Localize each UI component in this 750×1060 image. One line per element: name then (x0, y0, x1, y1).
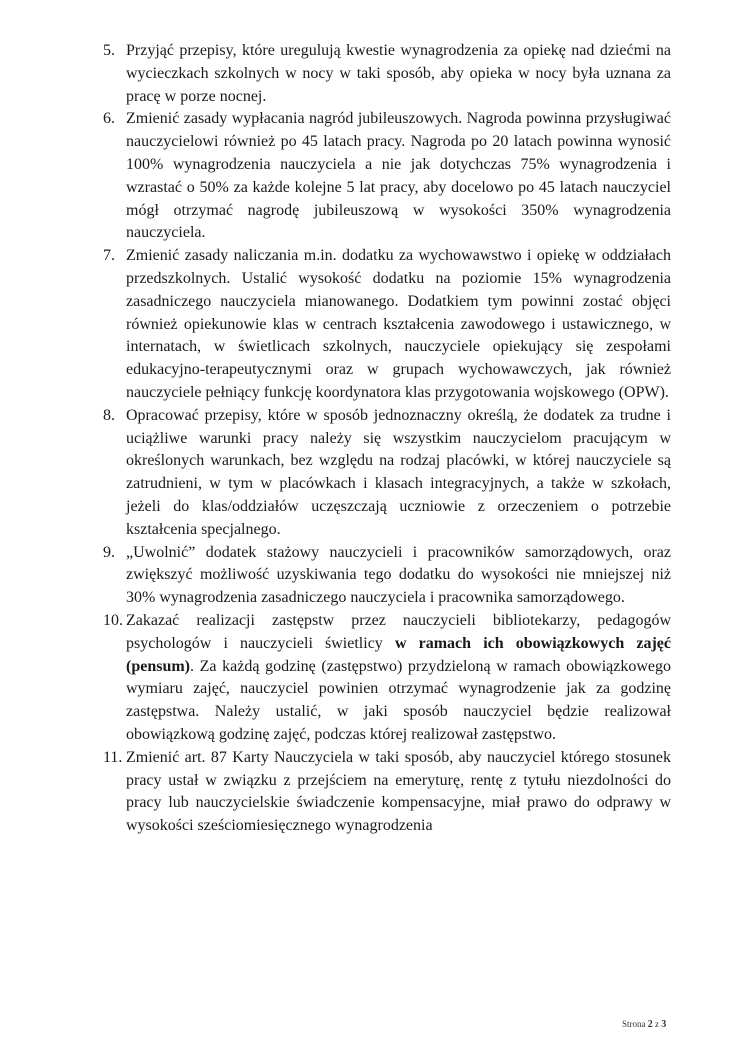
item-text: Zmienić zasady naliczania m.in. dodatku za wychowawstwo i opiekę w oddziałach przedszkolnych. Ustalić wysokość dodatku na poziomie 15% wynagrodzenia zasadniczego nauczyciela mianowanego. Dodatkiem tym powinni zostać objęci również opiekunowie klas w centrach kształcenia zawodowego i ustawicznego, w internatach, w świetlicach szkolnych, nauczyciele opiekujący się zespołami edukacyjno-terapeutycznymi oraz w grupach wychowawczych, jak również nauczyciele pełniący funkcję koordynatora klas przygotowania wojskowego (OPW). (126, 247, 671, 401)
footer-separator: z (655, 1019, 659, 1029)
item-number: 8. (103, 406, 115, 424)
item-number: 9. (103, 543, 115, 561)
item-number: 5. (103, 42, 115, 59)
item-text: Opracować przepisy, które w sposób jednoznaczny określą, że dodatek za trudne i uciążliwe warunki pracy należy się wszystkim nauczycielom pracującym w określonych warunkach, bez względu na rodzaj placówki, w której nauczyciele są zatrudnieni, w tym w placówkach i klasach integracyjnych, a także w szkołach, jeżeli do klas/oddziałów uczęszczają uczniowie z orzeczeniem o potrzebie kształcenia specjalnego. (126, 406, 671, 538)
page-footer (622, 1018, 666, 1031)
item-text: Przyjąć przepisy, które uregulują kwestie wynagrodzenia za opiekę nad dziećmi na wycieczkach szkolnych w nocy w taki sposób, aby opieka w nocy była uznana za pracę w porze nocnej. (126, 42, 671, 105)
list-item-8 (103, 405, 671, 542)
item-text-after: . Za każdą godzinę (zastępstwo) przydzieloną w ramach obowiązkowego wymiaru zajęć, nauczyciel powinien otrzymać wynagrodzenie jak za godzinę zastępstwa. Należy ustalić, w jaki sposób nauczyciel będzie realizował obowiązkową godzinę zajęć, podczas której realizował zastępstwo. (126, 657, 671, 743)
footer-label: Strona (622, 1019, 646, 1029)
item-text: Zmienić zasady wypłacania nagród jubileuszowych. Nagroda powinna przysługiwać nauczycielowi również po 45 latach pracy. Nagroda po 20 latach powinna wynosić 100% wynagrodzenia nauczyciela a nie jak dotychczas 75% wynagrodzenia i wzrastać o 50% za każde kolejne 5 lat pracy, aby docelowo po 45 latach nauczyciel mógł otrzymać nagrodę jubileuszową w wysokości 350% wynagrodzenia nauczyciela. (126, 110, 671, 242)
list-item-11 (103, 747, 671, 838)
footer-total-pages: 3 (661, 1019, 667, 1030)
list-item-9 (103, 542, 671, 610)
list-item-6 (103, 108, 671, 245)
item-text-bold: w ramach ich obowiązkowych zajęć (pensum) (126, 634, 671, 675)
item-text: Zmienić art. 87 Karty Nauczyciela w taki sposób, aby nauczyciel którego stosunek pracy ustał w związku z przejściem na emeryturę, rentę z tytułu niezdolności do pracy lub nauczycielskie świadczenie kompensacyjne, miał prawo do odprawy w wysokości sześciomiesięcznego wynagrodzenia (126, 748, 671, 835)
item-text (126, 610, 671, 747)
list-item-7 (103, 245, 671, 405)
item-number: 7. (103, 247, 115, 265)
item-number: 10. (103, 611, 123, 629)
item-number: 6. (103, 110, 115, 128)
list-item-10 (103, 610, 671, 747)
footer-current-page: 2 (647, 1019, 653, 1030)
item-number: 11. (103, 748, 123, 766)
item-text: „Uwolnić” dodatek stażowy nauczycieli i pracowników samorządowych, oraz zwiększyć możliwość uzyskiwania tego dodatku do wysokości nie mniejszej niż 30% wynagrodzenia zasadniczego nauczyciela i pracownika samorządowego. (126, 543, 671, 607)
demands-list (103, 40, 671, 838)
item-text-before: Zakazać realizacji zastępstw przez nauczycieli bibliotekarzy, pedagogów psychologów i nauczycieli świetlicy (126, 611, 671, 652)
list-item-5 (103, 40, 671, 108)
